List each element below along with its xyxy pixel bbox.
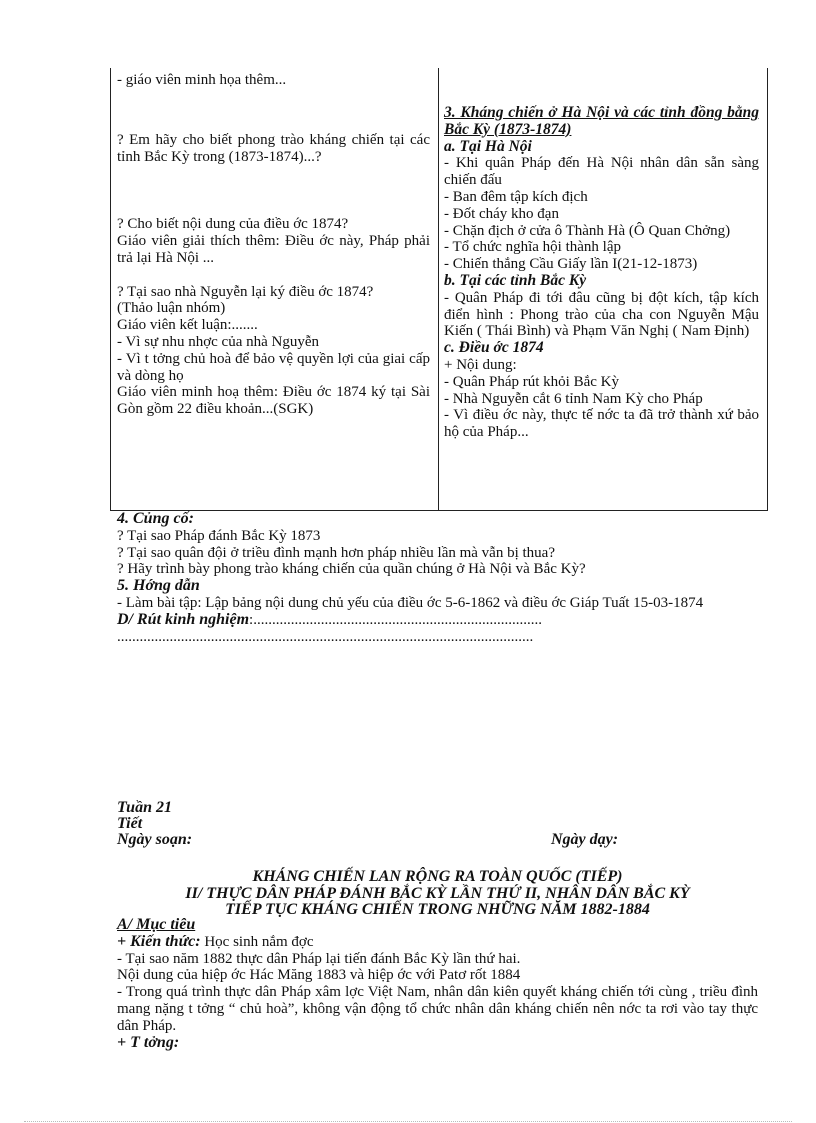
knowledge-label: + Kiến thức:	[117, 932, 201, 950]
experience-dots-line: ...............................................................................................................	[117, 628, 534, 645]
objectives-section	[117, 917, 758, 1051]
consolidation-heading: 4. Củng cố:	[117, 510, 194, 527]
experience-line	[117, 612, 758, 629]
subheading-c: c. Điều ớc 1874	[444, 339, 544, 357]
objective-item: - Tại sao năm 1882 thực dân Pháp lại tiến đánh Bắc Kỳ lần thứ hai.	[117, 950, 521, 967]
teacher-activity-column	[117, 68, 430, 418]
content-column	[444, 68, 759, 441]
content-line: - Tổ chức nghĩa hội thành lập	[444, 239, 621, 256]
subheading-a: a. Tại Hà Nội	[444, 137, 532, 155]
left-line: ? Em hãy cho biết phong trào kháng chiến tại các tỉnh Bắc Kỳ trong (1873-1874)...?	[117, 132, 430, 166]
objective-item: - Trong quá trình thực dân Pháp xâm lợc Việt Nam, nhân dân kiên quyết kháng chiến tới cùng , triều đình mang nặng t tởng “ chủ hoà”, không vận động tổ chức nhân dân kháng chiến nên nớc ta rơi vào tay thực dân Pháp.	[117, 984, 758, 1034]
content-line: - Khi quân Pháp đến Hà Nội nhân dân sẵn sàng chiến đấu	[444, 155, 759, 189]
page-bottom-rule	[24, 1121, 792, 1122]
consolidation-item: ? Hãy trình bày phong trào kháng chiến của quần chúng ở Hà Nội và Bắc Kỳ?	[117, 561, 586, 578]
lesson-title	[117, 869, 758, 919]
consolidation-item: ? Tại sao quân đội ở triều đình mạnh hơn pháp nhiều lần mà vẫn bị thua?	[117, 544, 555, 561]
prep-date-label: Ngày soạn:	[117, 831, 193, 848]
lesson-table	[110, 68, 768, 511]
objective-item: Nội dung của hiệp ớc Hác Măng 1883 và hiệp ớc với Patơ rốt 1884	[117, 967, 521, 984]
content-line: - Vì điều ớc này, thực tế nớc ta đã trở thành xứ bảo hộ của Pháp...	[444, 407, 759, 441]
content-line: - Quân Pháp đi tới đâu cũng bị đột kích, tập kích điển hình : Phong trào của cha con Nguyễn Mậu Kiến ( Thái Bình) và Phạm Văn Nghị ( Nam Định)	[444, 289, 759, 340]
lesson-title-line-3: TIẾP TỤC KHÁNG CHIẾN TRONG NHỮNG NĂM 1882-1884	[225, 901, 650, 918]
left-line: - giáo viên minh họa thêm...	[117, 72, 287, 88]
consolidation-section	[117, 511, 758, 645]
experience-label: D/ Rút kinh nghiệm	[117, 610, 250, 628]
left-line: Giáo viên giải thích thêm: Điều ớc này, Pháp phải trả lại Hà Nội ...	[117, 233, 430, 266]
content-line: - Nhà Nguyễn cắt 6 tỉnh Nam Kỳ cho Pháp	[444, 390, 703, 407]
left-line: ? Cho biết nội dung của điều ớc 1874?	[117, 216, 349, 233]
knowledge-text: Học sinh nắm đợc	[200, 933, 314, 950]
dates-row	[117, 832, 758, 848]
left-line: ? Tại sao nhà Nguyễn lại ký điều ớc 1874?	[117, 283, 374, 300]
content-line: - Ban đêm tập kích địch	[444, 188, 588, 205]
week-label: Tuần 21	[117, 799, 172, 816]
guidance-item: - Làm bài tập: Lập bảng nội dung chủ yếu của điều ớc 5-6-1862 và điều ớc Giáp Tuất 15-03-1874	[117, 594, 704, 611]
content-line: - Chặn địch ở cửa ô Thành Hà (Ô Quan Chởng)	[444, 222, 731, 239]
lesson-title-line-1: KHÁNG CHIẾN LAN RỘNG RA TOÀN QUỐC (TIẾP)	[252, 868, 623, 885]
lesson-header	[117, 800, 758, 848]
guidance-heading: 5. Hớng dẫn	[117, 577, 200, 595]
objectives-heading: A/ Mục tiêu	[117, 916, 196, 933]
left-line: Giáo viên kết luận:.......	[117, 317, 258, 334]
experience-dots: :.............................................................................	[249, 611, 542, 628]
content-line: - Quân Pháp rút khỏi Bắc Kỳ	[444, 373, 619, 390]
content-line: - Chiến thắng Cầu Giấy lần I(21-12-1873)	[444, 256, 698, 273]
section-heading-3: 3. Kháng chiến ở Hà Nội và các tỉnh đồng bằng Bắc Kỳ (1873-1874)	[444, 104, 759, 138]
left-line: - Vì sự nhu nhợc của nhà Nguyễn	[117, 333, 319, 350]
lesson-title-line-2: II/ THỰC DÂN PHÁP ĐÁNH BẮC KỲ LẦN THỨ II, NHÂN DÂN BẮC KỲ	[185, 884, 690, 902]
teach-date-label: Ngày dạy:	[551, 831, 619, 848]
content-line: + Nội dung:	[444, 356, 517, 373]
left-line: (Thảo luận nhóm)	[117, 300, 226, 317]
knowledge-line	[117, 934, 758, 951]
consolidation-item: ? Tại sao Pháp đánh Bắc Kỳ 1873	[117, 527, 321, 544]
subheading-b: b. Tại các tỉnh Bắc Kỳ	[444, 271, 587, 289]
table-column-divider	[438, 68, 439, 510]
period-label: Tiết	[117, 815, 143, 832]
content-line: - Đốt cháy kho đạn	[444, 205, 559, 222]
left-line: Giáo viên minh hoạ thêm: Điều ớc 1874 ký tại Sài Gòn gồm 22 điều khoản...(SGK)	[117, 384, 430, 418]
thought-label: + T tởng:	[117, 1033, 180, 1051]
left-line: - Vì t tởng chủ hoà để bảo vệ quyền lợi của giai cấp và dòng họ	[117, 350, 430, 384]
